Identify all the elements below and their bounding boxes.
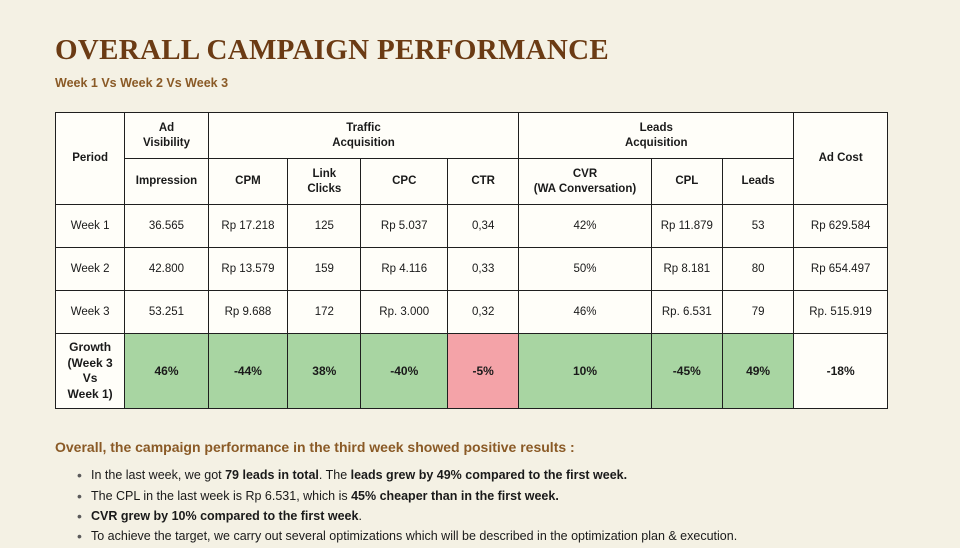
cell-impression: 42.800 bbox=[125, 248, 209, 291]
cell-leads: 80 bbox=[722, 248, 793, 291]
table-row bbox=[56, 205, 888, 248]
cell-leads: 79 bbox=[722, 291, 793, 334]
text-fragment: 45% cheaper than in the first week. bbox=[351, 488, 559, 503]
table-subheader-row bbox=[56, 159, 888, 205]
list-item bbox=[77, 465, 905, 485]
summary-section bbox=[55, 439, 905, 546]
cell-cpm: Rp 9.688 bbox=[208, 291, 287, 334]
table-group-header-row bbox=[56, 113, 888, 159]
text-fragment: In the last week, we got bbox=[91, 468, 226, 483]
cell-cpl: Rp 11.879 bbox=[651, 205, 722, 248]
summary-heading: Overall, the campaign performance in the third week showed positive results : bbox=[55, 439, 575, 456]
cell-cpm: Rp 13.579 bbox=[208, 248, 287, 291]
row-label: Week 2 bbox=[56, 248, 125, 291]
cell-cpc: Rp 4.116 bbox=[361, 248, 448, 291]
header-impression: Impression bbox=[125, 159, 209, 205]
growth-cpm: -44% bbox=[208, 334, 287, 409]
row-label: Week 1 bbox=[56, 205, 125, 248]
text-fragment: To achieve the target, we carry out several optimizations which will be described in the optimization plan & execution. bbox=[91, 529, 738, 544]
cell-leads: 53 bbox=[722, 205, 793, 248]
text-fragment: The CPL in the last week is Rp 6.531, which is bbox=[91, 488, 352, 503]
cell-cpc: Rp. 3.000 bbox=[361, 291, 448, 334]
table-row bbox=[56, 291, 888, 334]
cell-ctr: 0,32 bbox=[448, 291, 519, 334]
cell-cpm: Rp 17.218 bbox=[208, 205, 287, 248]
cell-cvr: 42% bbox=[519, 205, 651, 248]
text-fragment: 79 leads in total bbox=[225, 468, 319, 483]
header-group-ad-visibility: Ad Visibility bbox=[125, 113, 209, 159]
growth-amount-spend: -18% bbox=[794, 334, 888, 409]
cell-cpc: Rp 5.037 bbox=[361, 205, 448, 248]
header-leads: Leads bbox=[722, 159, 793, 205]
growth-row-label: Growth (Week 3 Vs Week 1) bbox=[56, 334, 125, 409]
text-fragment: CVR grew by 10% compared to the first week bbox=[91, 508, 359, 523]
table-row bbox=[56, 248, 888, 291]
header-cvr: CVR (WA Conversation) bbox=[519, 159, 651, 205]
text-fragment: . The bbox=[318, 468, 351, 483]
cell-amount-spend: Rp. 515.919 bbox=[794, 291, 888, 334]
cell-impression: 53.251 bbox=[125, 291, 209, 334]
cell-amount-spend: Rp 629.584 bbox=[794, 205, 888, 248]
list-item bbox=[77, 486, 905, 506]
page-subtitle: Week 1 Vs Week 2 Vs Week 3 bbox=[55, 76, 229, 90]
header-cpc: CPC bbox=[361, 159, 448, 205]
cell-amount-spend: Rp 654.497 bbox=[794, 248, 888, 291]
growth-cpc: -40% bbox=[361, 334, 448, 409]
cell-link-clicks: 159 bbox=[288, 248, 361, 291]
cell-link-clicks: 172 bbox=[288, 291, 361, 334]
table-row-growth bbox=[56, 334, 888, 409]
header-group-ad-cost: Ad Cost bbox=[794, 113, 888, 205]
cell-ctr: 0,33 bbox=[448, 248, 519, 291]
growth-impression: 46% bbox=[125, 334, 209, 409]
summary-bullet-list bbox=[55, 465, 905, 546]
growth-link-clicks: 38% bbox=[288, 334, 361, 409]
table-body bbox=[56, 205, 888, 409]
growth-leads: 49% bbox=[722, 334, 793, 409]
header-cpl: CPL bbox=[651, 159, 722, 205]
page-title: OVERALL CAMPAIGN PERFORMANCE bbox=[55, 34, 610, 66]
header-period: Period bbox=[56, 113, 125, 205]
cell-link-clicks: 125 bbox=[288, 205, 361, 248]
header-group-leads-acquisition: Leads Acquisition bbox=[519, 113, 794, 159]
text-fragment: . bbox=[358, 508, 362, 523]
cell-cvr: 46% bbox=[519, 291, 651, 334]
cell-cpl: Rp 8.181 bbox=[651, 248, 722, 291]
cell-impression: 36.565 bbox=[125, 205, 209, 248]
cell-ctr: 0,34 bbox=[448, 205, 519, 248]
header-ctr: CTR bbox=[448, 159, 519, 205]
cell-cpl: Rp. 6.531 bbox=[651, 291, 722, 334]
cell-cvr: 50% bbox=[519, 248, 651, 291]
header-cpm: CPM bbox=[208, 159, 287, 205]
list-item bbox=[77, 506, 905, 526]
performance-table bbox=[55, 112, 888, 409]
header-link-clicks: Link Clicks bbox=[288, 159, 361, 205]
list-item bbox=[77, 526, 905, 546]
row-label: Week 3 bbox=[56, 291, 125, 334]
growth-cvr: 10% bbox=[519, 334, 651, 409]
growth-ctr: -5% bbox=[448, 334, 519, 409]
text-fragment: leads grew by 49% compared to the first week. bbox=[350, 468, 628, 483]
growth-cpl: -45% bbox=[651, 334, 722, 409]
header-group-traffic-acquisition: Traffic Acquisition bbox=[208, 113, 519, 159]
